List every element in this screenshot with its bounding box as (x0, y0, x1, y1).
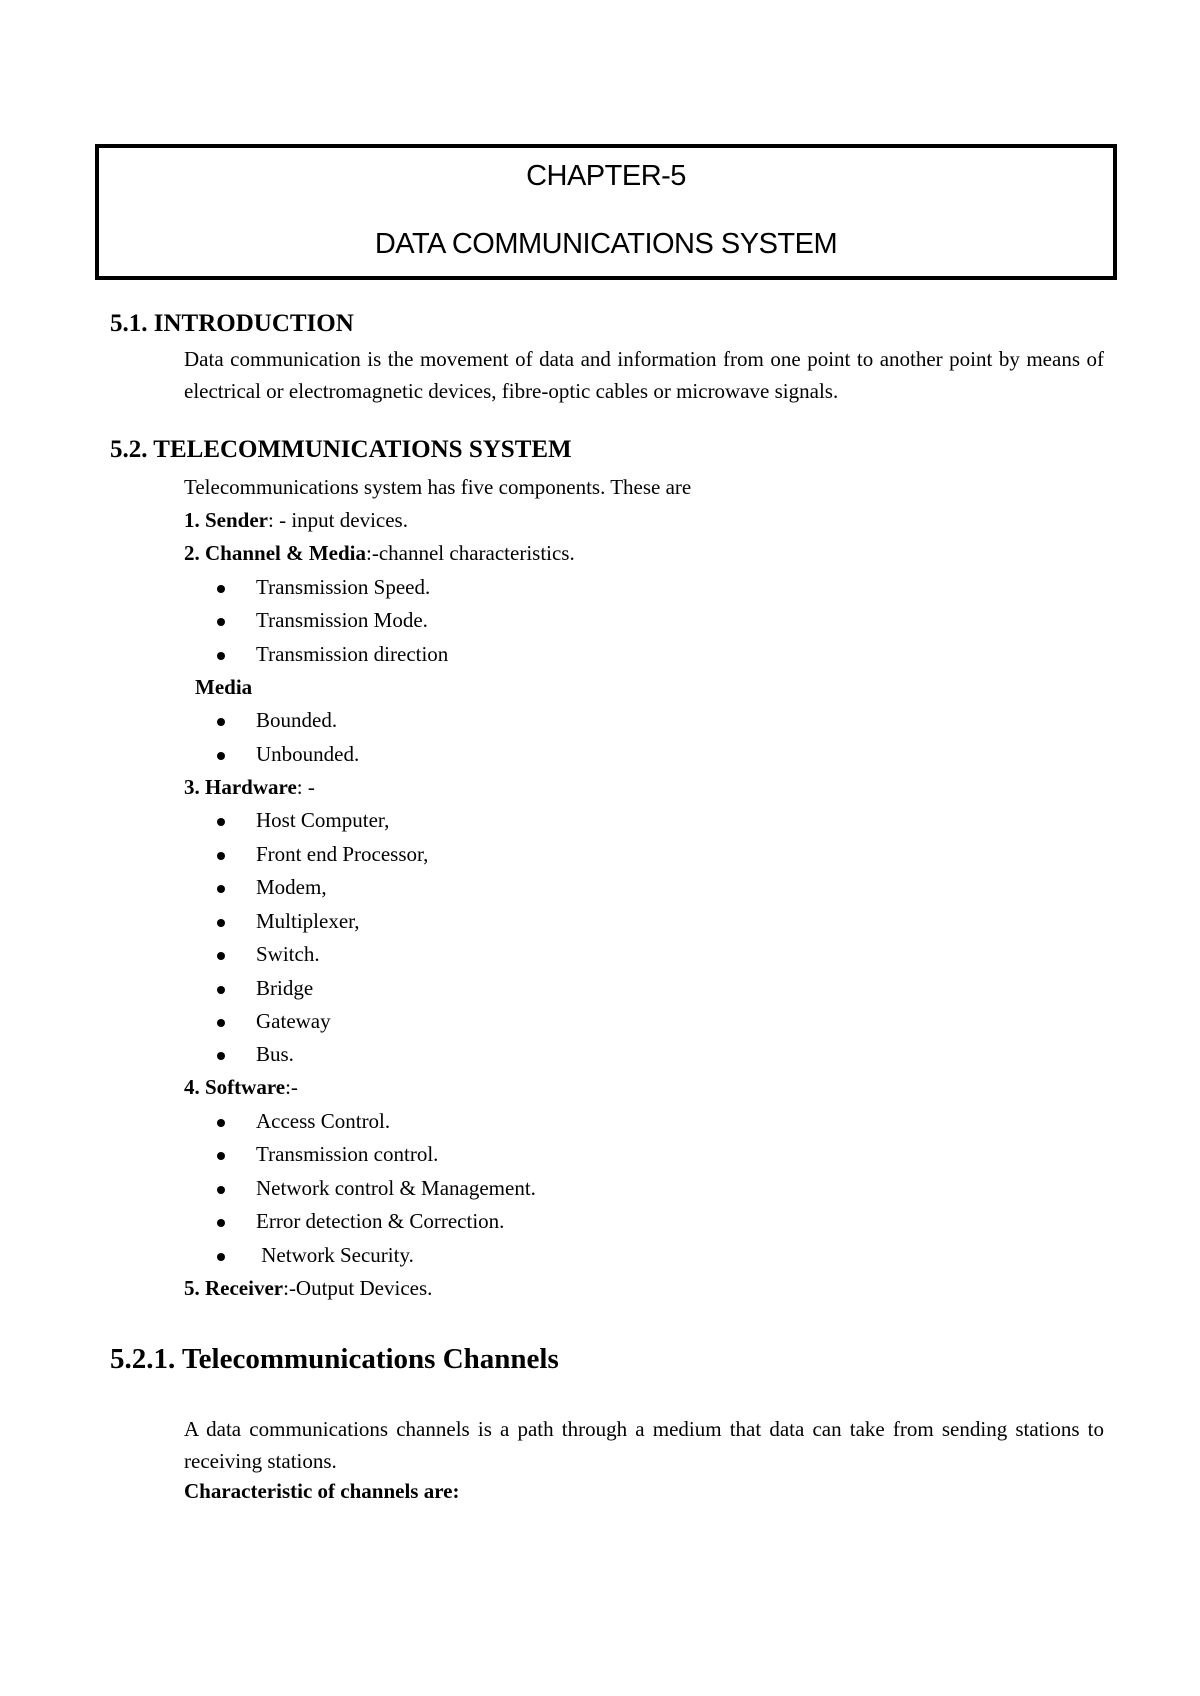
software-label: 4. Software (184, 1075, 286, 1099)
section-5-2-heading: 5.2. TELECOMMUNICATIONS SYSTEM (110, 436, 572, 463)
introduction-paragraph: Data communication is the movement of data and information from one point to another point by means of electrical or electromagnetic devices, fibre-optic cables or microwave signals. (184, 347, 1104, 403)
chapter-title: DATA COMMUNICATIONS SYSTEM (374, 228, 838, 260)
component-hardware (184, 775, 315, 800)
sender-text: : - input devices. (268, 508, 408, 532)
receiver-label: 5. Receiver (184, 1276, 284, 1300)
section-5-2-1-heading: 5.2.1. Telecommunications Channels (110, 1343, 559, 1375)
component-sender (184, 508, 408, 533)
receiver-text: :-Output Devices. (283, 1276, 433, 1300)
hardware-text: : - (296, 775, 315, 799)
chapter-title-box (95, 144, 1117, 280)
channel-text: :-channel characteristics. (366, 541, 575, 565)
chapter-number: CHAPTER-5 (526, 160, 686, 192)
software-text: :- (285, 1075, 298, 1099)
channels-characteristics-heading: Characteristic of channels are: (184, 1479, 460, 1503)
component-software (184, 1075, 298, 1100)
components-intro: Telecommunications system has five components. These are (184, 475, 692, 499)
section-5-1-heading: 5.1. INTRODUCTION (110, 310, 354, 337)
hardware-label: 3. Hardware (184, 775, 297, 799)
sender-label: 1. Sender (184, 508, 268, 532)
component-receiver (184, 1276, 432, 1301)
channel-label: 2. Channel & Media (184, 541, 367, 565)
media-label: Media (195, 675, 253, 699)
component-channel (184, 541, 575, 566)
channels-paragraph: A data communications channels is a path through a medium that data can take from sending stations to receiving stations. (184, 1417, 1104, 1473)
